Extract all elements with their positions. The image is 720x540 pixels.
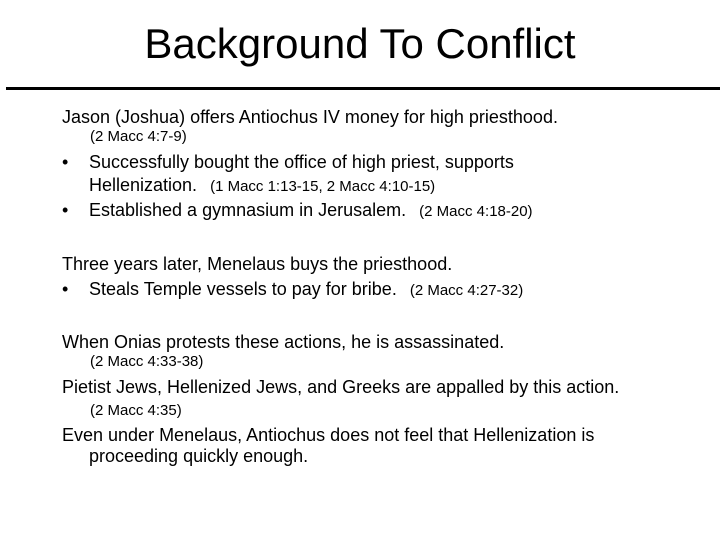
para-hellenization: Even under Menelaus, Antiochus does not feel that Hellenization is [62,425,595,445]
ref-gymnasium: (2 Macc 4:18-20) [419,203,533,220]
bullet-gymnasium-text: Established a gymnasium in Jerusalem. [89,200,407,220]
ref-onias: (2 Macc 4:33-38) [90,353,204,370]
ref-appalled: (2 Macc 4:35) [90,402,182,419]
ref-bought-office: (1 Macc 1:13-15, 2 Macc 4:10-15) [210,178,436,195]
para-hellenization-cont: proceeding quickly enough. [89,446,309,466]
bullet-bought-office: Successfully bought the office of high priest, supports [89,152,514,172]
slide-title: Background To Conflict [144,20,576,67]
bullet-marker: • [62,279,69,299]
para-menelaus: Three years later, Menelaus buys the priesthood. [62,254,453,274]
ref-temple-vessels: (2 Macc 4:27-32) [409,282,524,299]
bullet-temple-vessels-text: Steals Temple vessels to pay for bribe. [89,279,397,299]
bullet-bought-office-cont [89,174,435,198]
para-onias: When Onias protests these actions, he is assassinated. [62,332,505,352]
bullet-gymnasium [89,199,533,223]
bullet-marker: • [62,200,69,220]
para-appalled: Pietist Jews, Hellenized Jews, and Greeks are appalled by this action. [62,377,620,397]
ref-jason: (2 Macc 4:7-9) [90,128,187,145]
bullet-temple-vessels [89,278,523,302]
bullet-hellenization-text: Hellenization. [89,175,198,195]
bullet-marker: • [62,152,69,172]
para-jason: Jason (Joshua) offers Antiochus IV money for high priesthood. [62,107,558,127]
